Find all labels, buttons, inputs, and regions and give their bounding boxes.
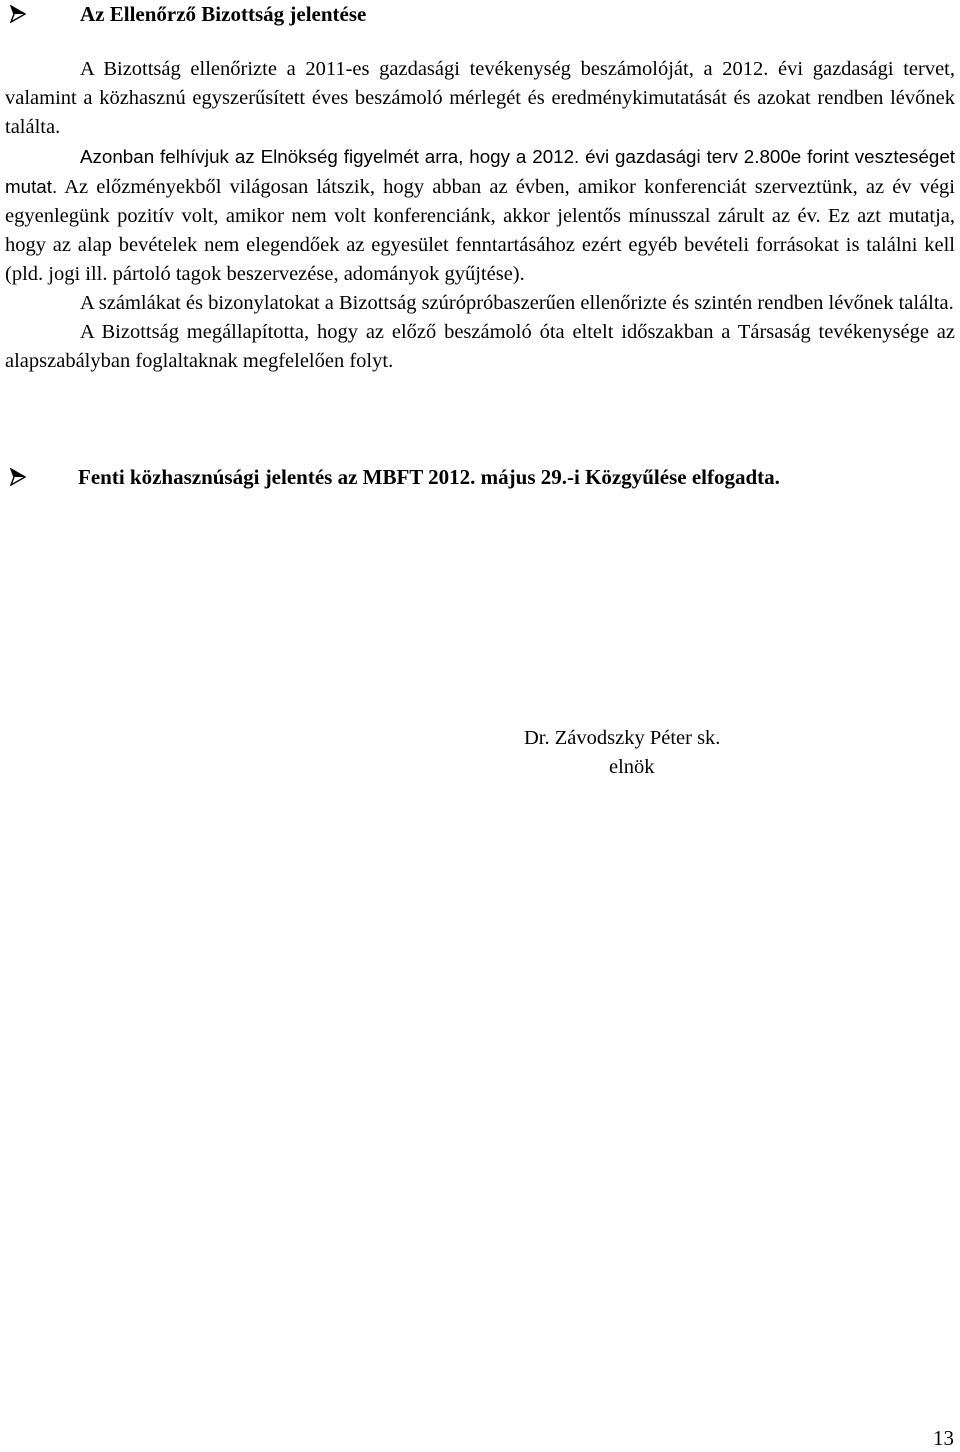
section-heading xyxy=(10,1,366,27)
report-body xyxy=(5,55,955,376)
signatory-role: elnök xyxy=(609,756,655,778)
arrowhead-bullet-icon xyxy=(10,468,26,486)
signatory-name: Dr. Závodszky Péter sk. xyxy=(524,727,721,749)
signature-block xyxy=(480,724,820,782)
closing-statement xyxy=(10,464,780,490)
closing-statement-text: Fenti közhasznúsági jelentés az MBFT 2012. május 29.-i Közgyűlése elfogadta. xyxy=(78,465,780,489)
page-number: 13 xyxy=(933,1426,954,1450)
paragraph-invoices: A számlákat és bizonylatokat a Bizottság szúrópróbaszerűen ellenőrizte és szintén rendben lévőnek találta. xyxy=(80,292,954,314)
section-heading-text: Az Ellenőrző Bizottság jelentése xyxy=(80,2,367,26)
arrowhead-bullet-icon xyxy=(10,5,26,23)
budget-warning-text: Azonban felhívjuk az Elnökség figyelmét arra, hogy a 2012. évi gazdasági terv 2.800e forint veszteséget mutat. xyxy=(5,146,955,197)
paragraph-conclusion: A Bizottság megállapította, hogy az előző beszámoló óta eltelt időszakban a Társaság tevékenysége az alapszabályban foglaltaknak megfelelően folyt. xyxy=(5,321,955,372)
paragraph-review: A Bizottság ellenőrizte a 2011-es gazdasági tevékenység beszámolóját, a 2012. évi gazdasági tervet, valamint a közhasznú egyszerűsített éves beszámoló mérlegét és eredménykimutatását és azokat rendben lévőnek találta. xyxy=(5,58,955,138)
budget-explanation-text: Az előzményekből világosan látszik, hogy abban az évben, amikor konferenciát szerveztünk, az év végi egyenlegünk pozitív volt, amikor nem volt konferenciánk, akkor jelentős mínusszal zárult az év. Ez azt mutatja, hogy az alap bevételek nem elegendőek az egyesület fenntartásához ezért egyéb bevételi forrásokat is találni kell (pld. jogi ill. pártoló tagok beszervezése, adományok gyűjtése). xyxy=(5,176,955,285)
paragraph-budget-warning xyxy=(5,142,955,289)
